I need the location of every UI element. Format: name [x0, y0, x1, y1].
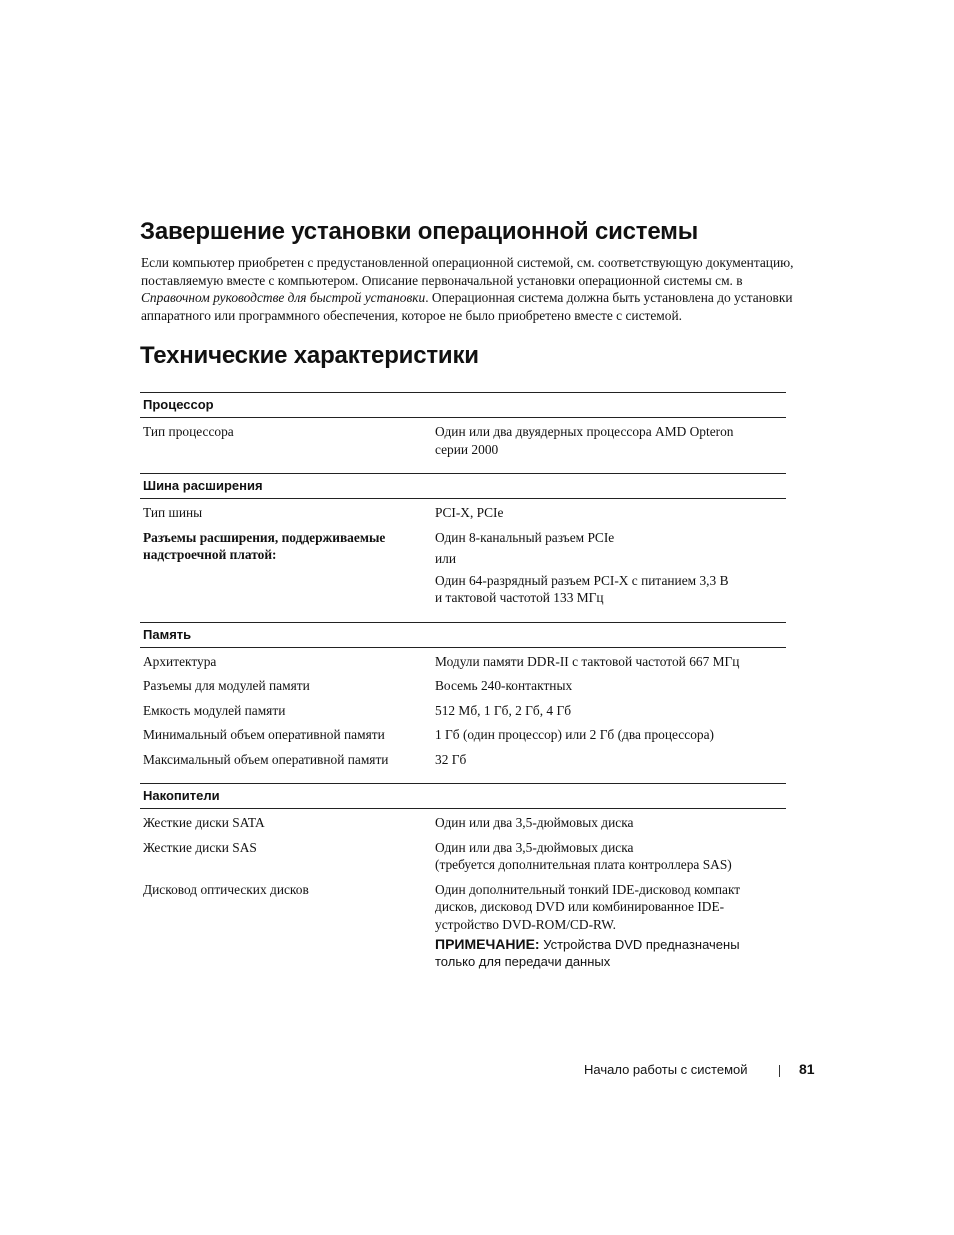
spec-value: Один дополнительный тонкий IDE-дисковод компакт дисков, дисковод DVD или комбинированное IDE- устройство DVD-ROM/CD-RW. ПРИМЕЧАНИЕ: Устройства DVD предназначены только для передачи данных: [435, 881, 786, 971]
specs-table: [140, 392, 786, 985]
spec-value: Один или два двуядерных процессора AMD Opteron серии 2000: [435, 424, 734, 457]
spec-row: [140, 527, 786, 612]
group-header-memory: Память: [140, 622, 786, 648]
spec-key: Максимальный объем оперативной памяти: [143, 751, 389, 767]
spec-value: PCI-X, PCIe: [435, 505, 504, 520]
para-line: Если компьютер приобретен с предустановленной операционной системой, см. соответствующую документацию,: [141, 255, 794, 270]
page-number: 81: [799, 1061, 815, 1077]
spec-key: Минимальный объем оперативной памяти: [143, 727, 385, 742]
spec-value: Один или два 3,5-дюймовых диска: [435, 815, 634, 830]
spec-row: [140, 502, 786, 527]
spec-row: [140, 675, 786, 700]
spec-key: Архитектура: [143, 653, 217, 669]
group-header-processor: Процессор: [140, 392, 786, 418]
para-line: . Операционная система должна быть установлена до установки: [425, 290, 793, 306]
section-title-os-install: Завершение установки операционной системы: [140, 218, 699, 245]
spec-key: Тип процессора: [143, 424, 234, 439]
spec-row: [140, 812, 786, 837]
spec-row: [140, 651, 786, 676]
note-label: ПРИМЕЧАНИЕ:: [435, 936, 540, 952]
spec-value: Восемь 240-контактных: [435, 678, 573, 693]
spec-value: 1 Гб (один процессор) или 2 Гб (два процессора): [435, 727, 714, 742]
os-install-paragraph: [141, 254, 811, 325]
spec-key: Тип шины: [143, 505, 203, 520]
spec-row: [140, 879, 786, 976]
spec-row: [140, 700, 786, 725]
spec-row: [140, 724, 786, 749]
spec-row: [140, 749, 786, 774]
spec-key: Емкость модулей памяти: [143, 702, 286, 718]
spec-value: 512 Мб, 1 Гб, 2 Гб, 4 Гб: [435, 702, 572, 718]
note-text: Устройства DVD предназначены: [539, 937, 740, 952]
spec-key: Дисковод оптических дисков: [143, 881, 309, 897]
spec-key: Разъемы для модулей памяти: [143, 678, 310, 693]
footer-chapter-title: Начало работы с системой: [584, 1062, 748, 1077]
spec-value: 32 Гб: [435, 751, 467, 767]
footer-separator: [779, 1065, 780, 1077]
spec-key: Разъемы расширения, поддерживаемые надстроечной платой:: [143, 529, 386, 562]
note-text: только для передачи данных: [435, 954, 611, 969]
spec-row: [140, 421, 786, 463]
spec-value: Один 8-канальный разъем PCIe или Один 64-разрядный разъем PCI-X с питанием 3,3 В и тактовой частотой 133 МГц: [435, 529, 729, 605]
spec-key: Жесткие диски SATA: [143, 815, 265, 830]
guide-title-italic: Справочном руководстве для быстрой установки: [141, 290, 426, 306]
spec-row: [140, 837, 786, 879]
section-title-specs: Технические характеристики: [140, 342, 479, 369]
para-line: аппаратного или программного обеспечения, которое не было приобретено вместе с системой.: [141, 308, 682, 324]
spec-value: Один или два 3,5-дюймовых диска (требуется дополнительная плата контроллера SAS): [435, 839, 732, 872]
group-header-storage: Накопители: [140, 783, 786, 809]
para-line: поставляемую вместе с компьютером. Описание первоначальной установки операционной системы см. в: [141, 272, 743, 288]
spec-value: Модули памяти DDR-II с тактовой частотой 667 МГц: [435, 653, 740, 669]
group-header-expansion-bus: Шина расширения: [140, 473, 786, 499]
note: [435, 936, 786, 970]
spec-key: Жесткие диски SAS: [143, 839, 257, 855]
